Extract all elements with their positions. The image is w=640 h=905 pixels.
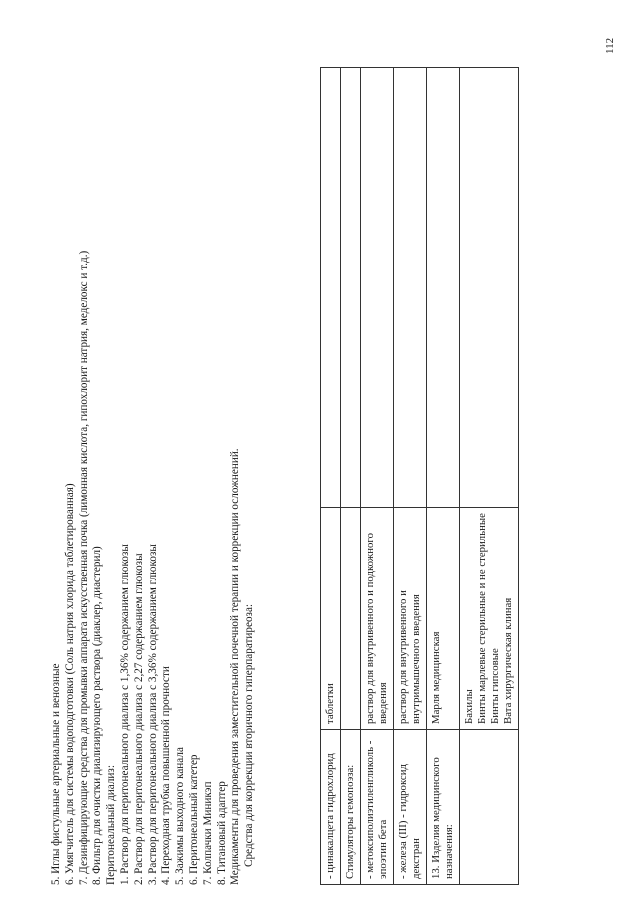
table-cell: [427, 68, 460, 508]
cell-line: Бинты гипсовые: [489, 648, 501, 724]
table-cell: 13. Изделия медицинского назначения:: [427, 730, 460, 885]
section-heading: Медикаменты для проведения заместительной почечной терапии и коррекции осложнений.: [229, 448, 242, 885]
table-row: [460, 68, 519, 885]
list-item: 3. Раствор для перитонеального диализа с 3,36% содержанием глюкозы: [146, 544, 159, 885]
list-item: 5. Зажимы выходного канала: [174, 747, 187, 885]
table-cell: Стимуляторы гемопоэза:: [341, 730, 361, 885]
table-cell: таблетки: [321, 508, 341, 730]
table-cell: - железа (III) - гидроксид декстран: [394, 730, 427, 885]
list-item: 7. Дезинфицирующие средства для промывки аппарата искусственная почка (лимонная кислота, гипохлорит натрия, меделокс и т.д.): [77, 250, 90, 885]
list-item: 6. Умягчитель для системы водоподготовки (Соль натрия хлорида таблетированная): [63, 483, 76, 885]
table-row: [321, 68, 341, 885]
table-cell: Марля медицинская: [427, 508, 460, 730]
list-item: 7. Колпачки Миникэп: [201, 781, 214, 885]
list-item: 5. Иглы фистульные артериальные и венозные: [50, 663, 62, 885]
table-cell: [321, 68, 341, 508]
table-cell: раствор для внутривенного и подкожного введения: [361, 508, 394, 730]
table-row: [361, 68, 394, 885]
page-number: 112: [604, 37, 616, 54]
table-cell: раствор для внутривенного и внутримышечного введения: [394, 508, 427, 730]
supply-list: [50, 25, 257, 885]
table-cell: [361, 68, 394, 508]
cell-line: Бинты марлевые стерильные и не стерильные: [476, 513, 488, 724]
cell-line: Бахилы: [463, 689, 475, 724]
table-row: [394, 68, 427, 885]
table-cell: - цинакалцета гидрохлорид: [321, 730, 341, 885]
list-item: 4. Переходная трубка повышенной прочности: [160, 666, 173, 885]
list-item: 8. Фильтр для очистки диализирующего раствора (диаклер, диастерил): [91, 546, 104, 885]
table-row: [427, 68, 460, 885]
section-subheading: Средства для коррекции вторичного гиперпаратиреоза:: [243, 603, 256, 867]
list-item: 6. Перитонеальный катетер: [187, 754, 200, 885]
table-cell: [394, 68, 427, 508]
rotated-page-content: [50, 25, 610, 885]
list-item: 2. Раствор для перитонеального диализа с 2,27 содержанием глюкозы: [132, 553, 145, 885]
table-cell: [460, 68, 519, 508]
cell-line: Вата хирургическая клиная: [502, 597, 514, 724]
table-cell: [341, 68, 361, 508]
medication-table: [320, 67, 519, 885]
section-heading: Перитонеальный диализ:: [105, 765, 118, 885]
list-item: 1. Раствор для перитонеального диализа с 1,36% содержанием глюкозы: [118, 544, 131, 885]
table-cell: [460, 730, 519, 885]
table-cell: [460, 508, 519, 730]
list-item: 8. Титановый адаптер: [215, 781, 228, 885]
table-cell: [341, 508, 361, 730]
table-cell: - метоксиполиэтиленгликоль - эпоэтин бета: [361, 730, 394, 885]
table-row: [341, 68, 361, 885]
